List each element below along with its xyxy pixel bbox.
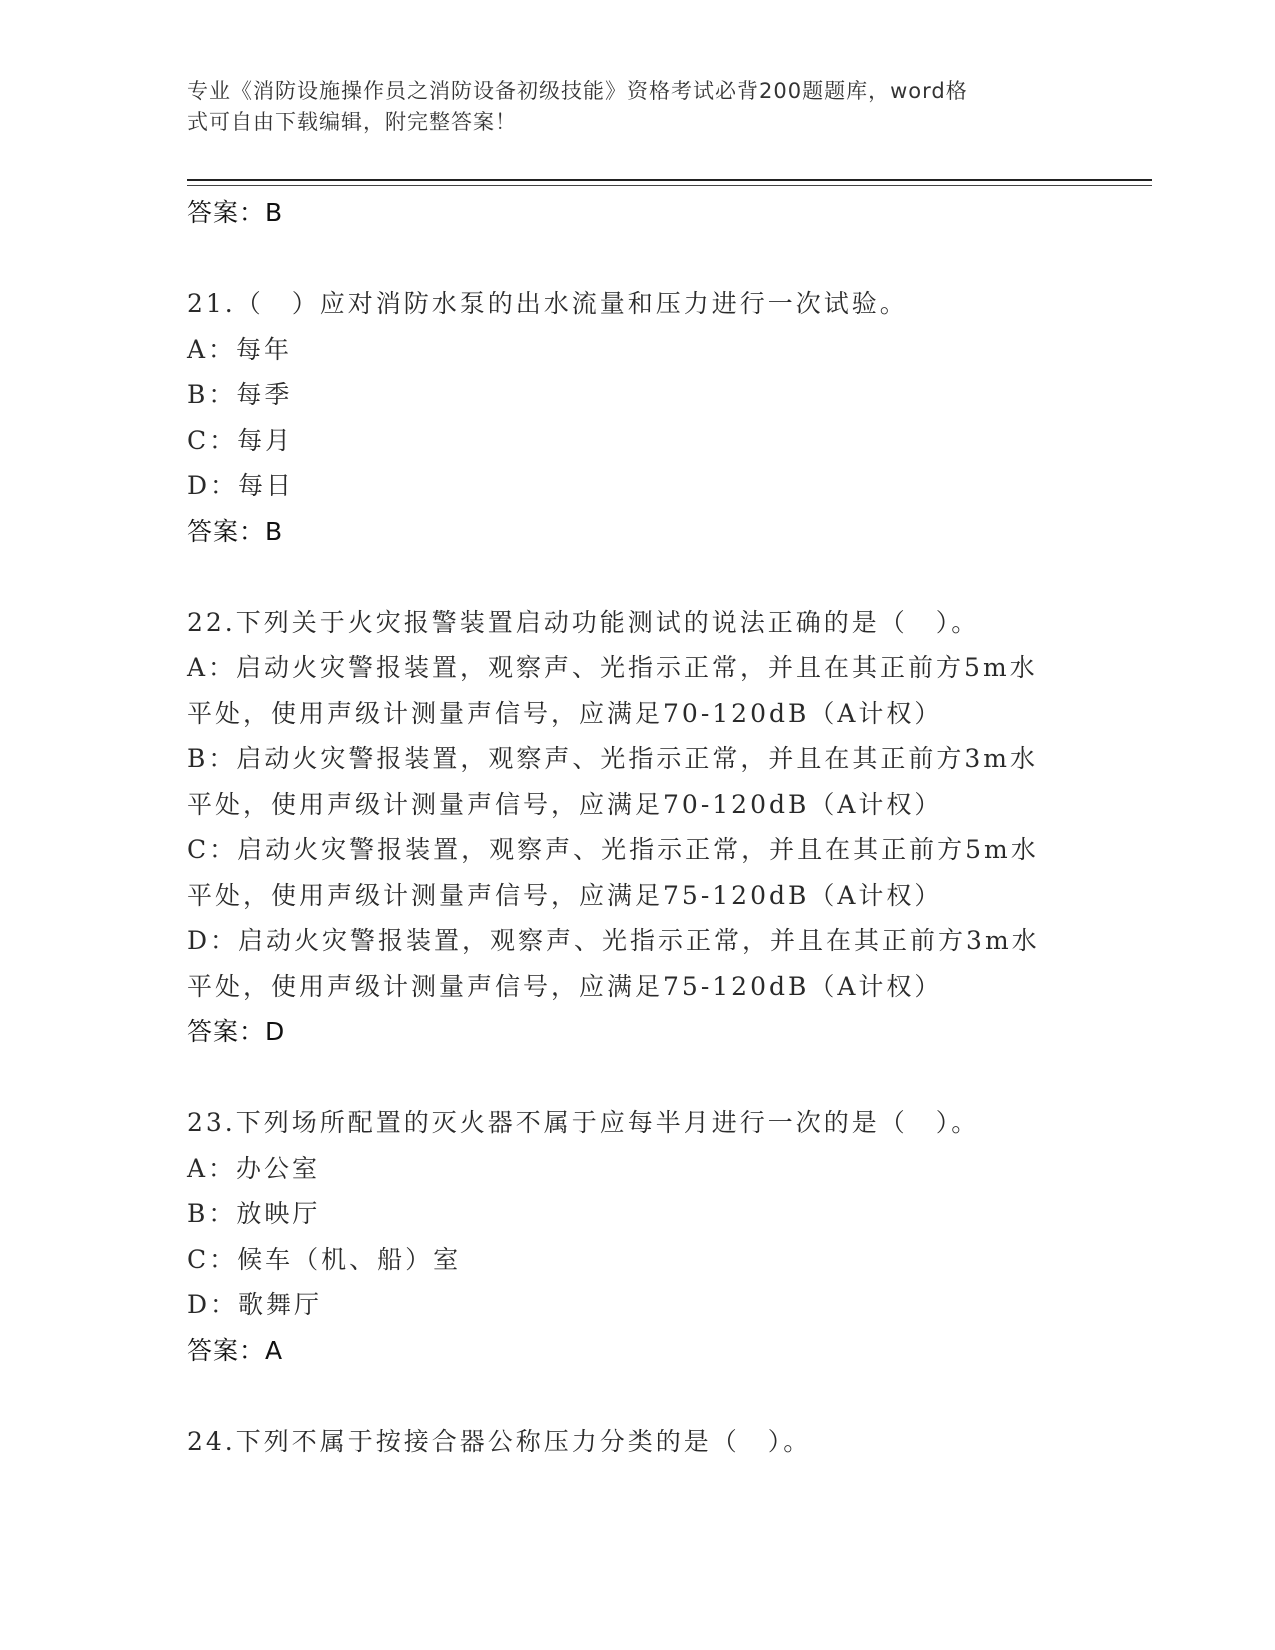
option-d-line-1: D：启动火灾警报装置，观察声、光指示正常，并且在其正前方3m水 bbox=[187, 926, 1040, 955]
header-divider-thin bbox=[187, 185, 1152, 186]
question-text: 22.下列关于火灾报警装置启动功能测试的说法正确的是（ ）。 bbox=[187, 607, 980, 637]
option-d-line-2: 平处，使用声级计测量声信号，应满足75-120dB（A计权） bbox=[187, 971, 943, 1001]
question-23 bbox=[187, 1100, 1067, 1373]
question-text: 23.下列场所配置的灭火器不属于应每半月进行一次的是（ ）。 bbox=[187, 1108, 980, 1137]
spacer bbox=[187, 1055, 1067, 1101]
spacer bbox=[187, 1373, 1067, 1419]
option-a-line-1: A：启动火灾警报装置，观察声、光指示正常，并且在其正前方5m水 bbox=[187, 653, 1038, 682]
option-b-line-2: 平处，使用声级计测量声信号，应满足70-120dB（A计权） bbox=[187, 789, 943, 819]
option-c: C：候车（机、船）室 bbox=[187, 1244, 462, 1274]
question-text: 21.（ ）应对消防水泵的出水流量和压力进行一次试验。 bbox=[187, 289, 908, 318]
option-b-line-1: B：启动火灾警报装置，观察声、光指示正常，并且在其正前方3m水 bbox=[187, 744, 1038, 773]
option-b: B：放映厅 bbox=[187, 1199, 321, 1228]
question-22 bbox=[187, 600, 1067, 1055]
option-c: C：每月 bbox=[187, 425, 294, 455]
question-content bbox=[187, 190, 1067, 1464]
option-c-line-2: 平处，使用声级计测量声信号，应满足75-120dB（A计权） bbox=[187, 880, 943, 910]
page-header bbox=[187, 76, 1067, 138]
option-d: D：歌舞厅 bbox=[187, 1290, 323, 1319]
spacer bbox=[187, 554, 1067, 600]
header-line-1: 专业《消防设施操作员之消防设备初级技能》资格考试必背200题题库，word格 bbox=[187, 79, 968, 103]
option-d: D：每日 bbox=[187, 471, 295, 500]
answer-line: 答案：A bbox=[187, 1335, 284, 1365]
option-a-line-2: 平处，使用声级计测量声信号，应满足70-120dB（A计权） bbox=[187, 698, 943, 728]
question-text: 24.下列不属于按接合器公称压力分类的是（ ）。 bbox=[187, 1426, 812, 1456]
spacer bbox=[187, 236, 1067, 282]
header-line-2: 式可自由下载编辑，附完整答案！ bbox=[187, 110, 517, 134]
answer-line: 答案：B bbox=[187, 516, 284, 546]
header-divider-thick bbox=[187, 179, 1152, 181]
question-24 bbox=[187, 1419, 1067, 1465]
option-c-line-1: C：启动火灾警报装置，观察声、光指示正常，并且在其正前方5m水 bbox=[187, 835, 1039, 864]
answer-line-prev: 答案：B bbox=[187, 198, 284, 227]
option-a: A：办公室 bbox=[187, 1153, 321, 1183]
option-b: B：每季 bbox=[187, 380, 293, 409]
question-21 bbox=[187, 281, 1067, 554]
option-a: A：每年 bbox=[187, 334, 293, 364]
answer-line: 答案：D bbox=[187, 1017, 286, 1046]
